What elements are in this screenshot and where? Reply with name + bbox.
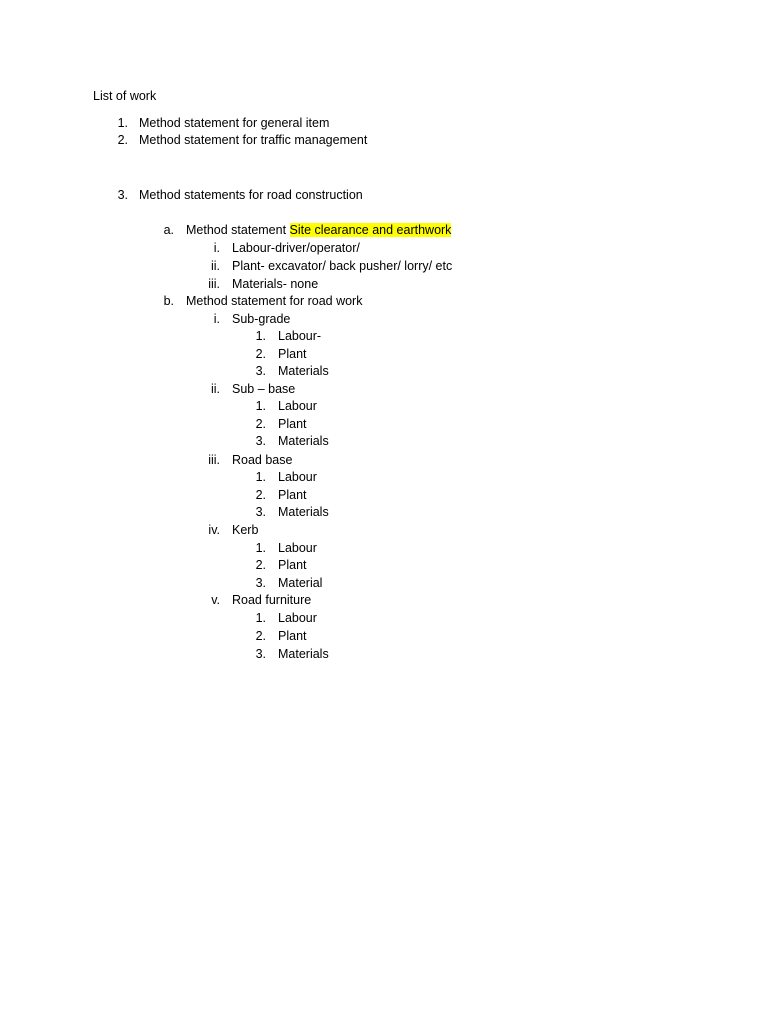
list-item-text: Materials [278, 647, 329, 661]
list-item-text: Material [278, 576, 323, 590]
list-marker: 1. [255, 329, 266, 343]
list-marker: ii. [210, 382, 220, 396]
list-marker: 1. [255, 470, 266, 484]
list-item-text: Method statement for general item [139, 116, 330, 130]
list-item-text: Method statement for road work [186, 294, 363, 308]
list-item-text: Sub-grade [232, 312, 291, 326]
list-item-text: Sub – base [232, 382, 296, 396]
list-item-text-plain: Method statement [186, 223, 290, 237]
list-marker: 2. [255, 629, 266, 643]
list-marker: 1. [255, 399, 266, 413]
list-item-text: Plant [278, 558, 307, 572]
list-marker: 3. [255, 434, 266, 448]
list-item-text: Materials- none [232, 277, 319, 291]
list-item-text: Labour [278, 611, 317, 625]
list-marker: iii. [208, 277, 220, 291]
list-marker: i. [213, 241, 220, 255]
list-item-text: Labour-driver/operator/ [232, 241, 360, 255]
list-item-text: Kerb [232, 523, 259, 537]
list-item-text: Plant [278, 347, 307, 361]
list-item-text: Plant [278, 488, 307, 502]
list-item-text: Labour [278, 399, 317, 413]
list-item-text: Materials [278, 434, 329, 448]
list-marker: 3. [255, 576, 266, 590]
list-marker: 2. [255, 558, 266, 572]
list-marker: 3. [255, 364, 266, 378]
list-marker: iii. [208, 453, 220, 467]
list-marker: 1. [255, 541, 266, 555]
list-marker: 2. [255, 488, 266, 502]
list-item-text: Method statements for road construction [139, 188, 363, 202]
list-item-text: Road furniture [232, 593, 312, 607]
list-marker: a. [163, 223, 174, 237]
list-item-text: Method statement for traffic management [139, 133, 368, 147]
list-item-text: Labour- [278, 329, 322, 343]
list-marker: 1. [117, 116, 128, 130]
list-marker: ii. [210, 259, 220, 273]
document-heading: List of work [93, 89, 157, 103]
list-marker: 2. [255, 417, 266, 431]
highlighted-text: Site clearance and earthwork [289, 223, 452, 237]
list-marker: 3. [255, 647, 266, 661]
list-item-text: Materials [278, 505, 329, 519]
list-item-text: Labour [278, 470, 317, 484]
list-item-text: Plant [278, 417, 307, 431]
list-item-text: Materials [278, 364, 329, 378]
list-marker: v. [211, 593, 220, 607]
list-item-text: Plant- excavator/ back pusher/ lorry/ etc [232, 259, 453, 273]
list-item-text: Labour [278, 541, 317, 555]
list-item-text [186, 222, 451, 238]
list-marker: 2. [117, 133, 128, 147]
list-marker: 2. [255, 347, 266, 361]
list-marker: 1. [255, 611, 266, 625]
list-marker: i. [213, 312, 220, 326]
list-marker: iv. [208, 523, 220, 537]
list-marker: 3. [117, 188, 128, 202]
list-item-text: Road base [232, 453, 293, 467]
list-item-text: Plant [278, 629, 307, 643]
list-marker: b. [163, 294, 174, 308]
list-marker: 3. [255, 505, 266, 519]
